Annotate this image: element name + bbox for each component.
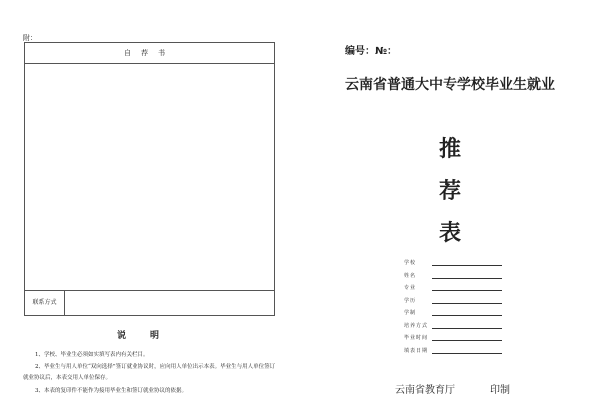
- field-row: [404, 344, 502, 354]
- note-2: 2、毕业生与用人单位“双向选择”签订就业协议时，应向用人单位出示本表。毕业生与用人单位签订就业协议后，本表交用人单位保存。: [23, 364, 276, 381]
- field-row: [404, 269, 502, 279]
- field-label: 填表日期: [404, 347, 429, 354]
- big-char-tui: 推: [438, 136, 461, 162]
- contact-row: [25, 290, 274, 315]
- field-label: 学制: [404, 310, 417, 316]
- attachment-label: 附：: [23, 34, 37, 42]
- field-row: [404, 319, 502, 329]
- field-line[interactable]: [432, 270, 502, 279]
- box-title: 自荐书: [25, 43, 274, 64]
- field-label: 培养方式: [404, 322, 429, 329]
- field-line[interactable]: [432, 257, 502, 266]
- self-recommendation-box: [24, 42, 275, 316]
- field-label: 学历: [404, 297, 417, 304]
- field-row: [404, 281, 502, 291]
- field-line[interactable]: [432, 320, 502, 329]
- field-line[interactable]: [432, 282, 502, 291]
- big-char-jian: 荐: [438, 178, 461, 204]
- field-label: 专业: [404, 285, 417, 291]
- field-label: 毕业时间: [404, 335, 429, 341]
- print-label: 印制: [490, 385, 510, 396]
- issuer: 云南省教育厅: [395, 385, 455, 396]
- explanation-title: 说明: [116, 331, 183, 341]
- field-line[interactable]: [432, 345, 502, 354]
- note-3: 3、本表的复印件不能作为接用毕业生和签订就业协议的依据。: [35, 388, 188, 394]
- field-line[interactable]: [432, 332, 502, 341]
- field-line[interactable]: [432, 307, 502, 316]
- serial-number-label: 编号：№：: [345, 46, 398, 57]
- field-label: 姓名: [404, 272, 417, 279]
- field-line[interactable]: [432, 295, 502, 304]
- field-row: [404, 256, 502, 266]
- field-label: 学校: [404, 260, 417, 266]
- note-1: 1、学校、毕业生必须如实填写表内有关栏目。: [35, 352, 149, 358]
- field-row: [404, 294, 502, 304]
- contact-label: 联系方式: [25, 291, 65, 315]
- big-char-biao: 表: [438, 220, 461, 246]
- document-title: 云南省普通大中专学校毕业生就业: [345, 77, 555, 93]
- field-row: [404, 306, 502, 316]
- field-row: [404, 331, 502, 341]
